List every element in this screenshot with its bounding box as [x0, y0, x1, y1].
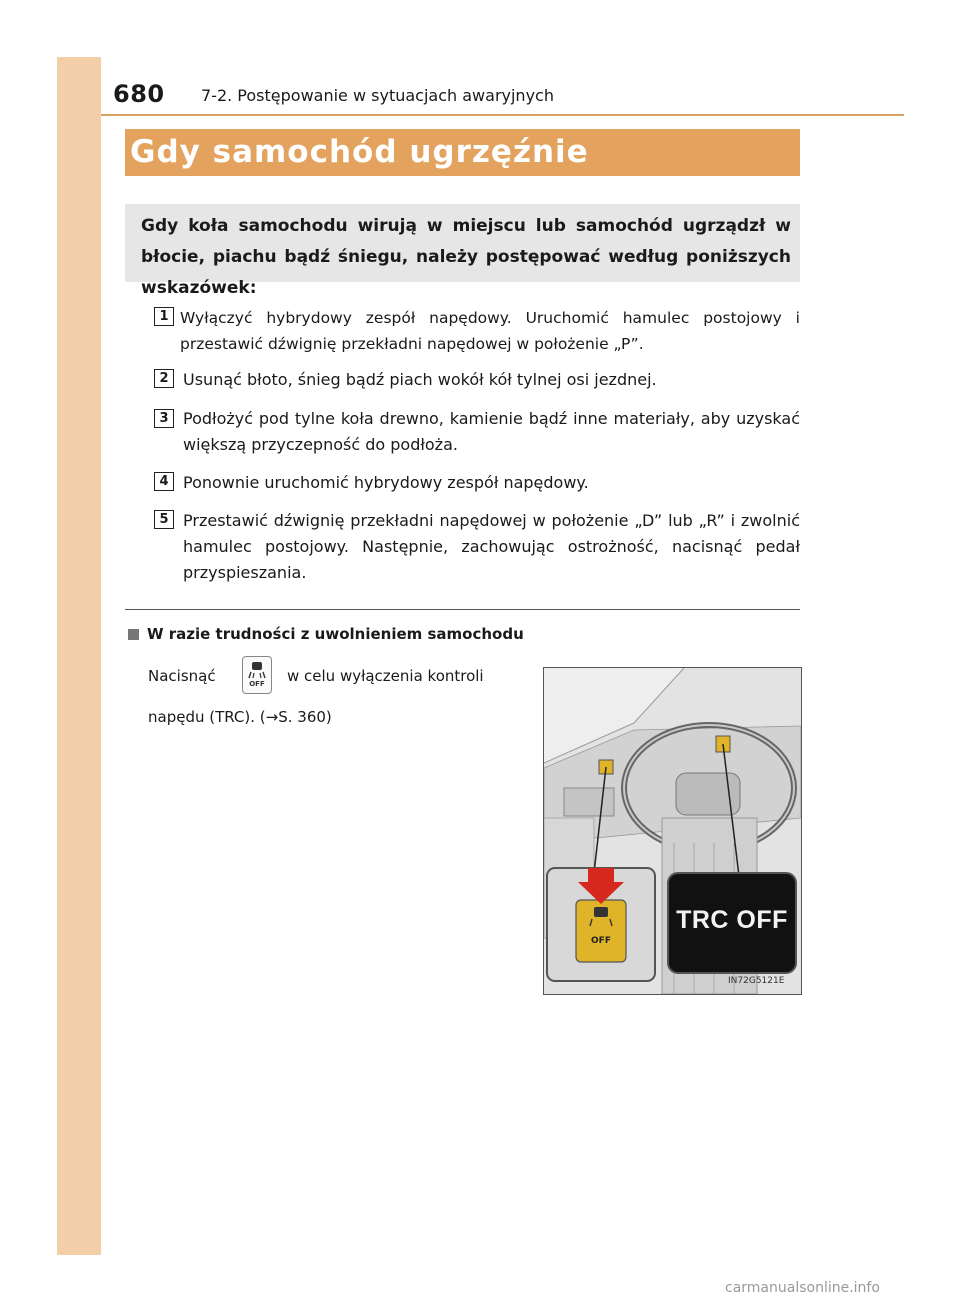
note-text-after-icon: w celu wyłączenia kontroli [287, 667, 484, 685]
step-number: 4 [154, 472, 174, 491]
dashboard-illustration [543, 667, 802, 995]
subsection-heading: W razie trudności z uwolnieniem samochodu [147, 625, 524, 643]
header-divider [101, 114, 904, 116]
step-number: 3 [154, 409, 174, 428]
footer-watermark: carmanualsonline.info [725, 1280, 880, 1296]
step-text: Wyłączyć hybrydowy zespół napędowy. Uruchomić hamulec postojowy i przestawić dźwignię przekładni napędowej w położenie „P”. [180, 309, 800, 353]
trc-icon-label: OFF [249, 680, 265, 688]
section-header: 7-2. Postępowanie w sytuacjach awaryjnych [201, 86, 554, 105]
square-bullet-icon [128, 629, 139, 640]
note-text-before-icon: Nacisnąć [148, 667, 216, 685]
step-number: 1 [154, 307, 174, 326]
intro-text: Gdy koła samochodu wirują w miejscu lub samochód ugrządzł w błocie, piachu bądź śniegu, należy postępować według poniższych wskazówek: [141, 216, 791, 298]
step-text: Przestawić dźwignię przekładni napędowej w położenie „D” lub „R” i zwolnić hamulec postojowy. Następnie, zachowując ostrożność, nacisnąć pedał przyspieszania. [183, 511, 800, 582]
step-text: Usunąć błoto, śnieg bądź piach wokół kół tylnej osi jezdnej. [183, 370, 657, 389]
figure-code: IN72G5121E [728, 976, 785, 986]
switch-off-label: OFF [591, 936, 611, 946]
page-number: 680 [113, 80, 165, 108]
trc-off-display-text: TRC OFF [676, 906, 788, 934]
step-text: Podłożyć pod tylne koła drewno, kamienie bądź inne materiały, aby uzyskać większą przyczepność do podłoża. [183, 409, 800, 454]
step-number: 2 [154, 369, 174, 388]
step-text: Ponownie uruchomić hybrydowy zespół napędowy. [183, 473, 589, 492]
note-text-line2: napędu (TRC). (→S. 360) [148, 708, 332, 726]
title-bar [125, 129, 800, 176]
trc-off-switch-icon [242, 656, 272, 694]
intro-box [125, 204, 800, 298]
page-title: Gdy samochód ugrzęźnie [130, 134, 589, 170]
step-number: 5 [154, 510, 174, 529]
side-color-strip [57, 57, 101, 1255]
section-divider [125, 609, 800, 610]
